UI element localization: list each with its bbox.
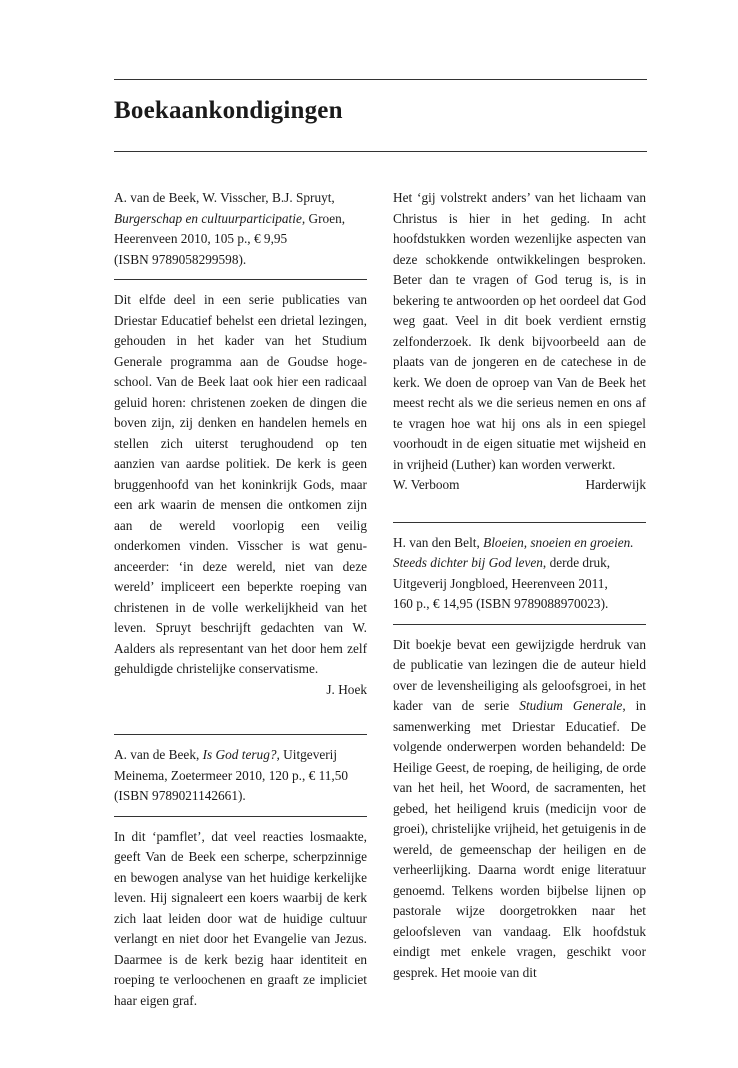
review-2-signature: [393, 475, 646, 496]
review-1-publisher: Groen,: [308, 210, 346, 226]
review-2-isbn: (ISBN 9789021142661).: [114, 788, 246, 803]
review-3-bib-line-1: [393, 533, 646, 574]
review-3-top-divider: [393, 522, 646, 523]
left-column: [114, 188, 367, 1011]
review-3-body: Dit boekje bevat een gewijzigde herdruk van de publicatie van lezingen die de auteur hield over de levensheiliging als geloofsgroei, in het kader van de serie Studium Generale, in samenwerking met Driestar Educatief. De volgende onderwerpen worden behandeld: De Heilige Geest, de roeping, de heiliging, de orde van het heil, het Woord, de sacramenten, het gebed, het heiligend kruis (medicijn voor de groei), christelijke vrijheid, het getuigenis in de wereld, de gemeenschap der heiligen en de verheerlijking. Daarna wordt enige literatuur genoemd. Telkens worden bijbelse lijnen op pastorale wijze doorgetrokken naar het geloofsleven van vandaag. Elk hoofdstuk eindigt met enkele vragen, geschikt voor gesprek. Het mooie van dit: [393, 636, 646, 980]
review-2-authors: A. van de Beek,: [114, 747, 200, 762]
review-3-book-title: Bloeien, snoeien en groeien. Steeds dichter bij God leven: [393, 534, 634, 570]
review-1-bib-line-1: [114, 188, 367, 209]
review-2-bib-line-2: Meinema, Zoetermeer 2010, 120 p., € 11,50: [114, 767, 348, 783]
review-3-bib-line-3: 160 p., € 14,95 (ISBN 9789088970023).: [393, 596, 609, 611]
right-column: [393, 188, 646, 983]
review-2-top-divider: [114, 734, 367, 735]
review-2-bib-line-1: [114, 745, 367, 766]
review-1-bibliography: [114, 188, 367, 270]
review-3-bib-line-2: Uitgeverij Jongbloed, Heerenveen 2011,: [393, 575, 608, 591]
review-1-authors: A. van de Beek, W. Visscher, B.J. Spruyt,: [114, 190, 335, 205]
review-2-reviewer-place: Harderwijk: [585, 477, 646, 492]
review-2-reviewer: W. Verboom: [393, 477, 460, 492]
review-1-divider: [114, 279, 367, 280]
review-2-bibliography: [114, 745, 367, 807]
review-2-body-continuation: Het ‘gij volstrekt anders’ van het lichaam van Christus is hier in het geding. In acht hoofdstukken worden wezenlijke aspecten van deze schokkende ontwikkelingen besproken. Beter dan te vragen of God terug is, is in bekering te antwoorden op het oordeel dat God weg gaat. Veel in dit boek verdient ernstig zelfonderzoek. Ik denk bijvoorbeeld aan de plaats van de jongeren en de catechese in de kerk. We doen de oproep van Van de Beek het meest recht als we die serieus nemen en ons af te vragen hoe wat hij ons als in een spiegel voorhoudt in de eigen situatie met wijsheid en in vrijheid (Luther) kan worden verwerkt.: [393, 190, 646, 472]
review-1-isbn: (ISBN 9789058299598).: [114, 251, 247, 267]
review-1-bib-line-3: Heerenveen 2010, 105 p., € 9,95: [114, 231, 288, 246]
review-2-publisher: Uitgeverij: [283, 747, 338, 762]
review-3-edition: , derde druk,: [542, 555, 611, 570]
title-rule: [114, 151, 647, 152]
review-3-authors: H. van den Belt,: [393, 534, 480, 550]
review-1-body: Dit elfde deel in een serie publicaties van Driestar Educatief behelst een drietal lezingen, gehouden in het kader van het Studium Generale programma aan de Goudse hogeschool. Van de Beek laat ook hier een radicaal geluid horen: christenen zoeken de dingen die boven zijn, zij denken en handelen hemels en stellen zich uiterst terughoudend op ten aanzien van aardse politiek. De kerk is geen bruggenhoofd van het koninkrijk Gods, maar een ark waarin de mensen die ontkomen zijn aan de wereld voorlopig een veilig onderkomen vinden. Visscher is wat genuanceerder: ‘in deze wereld, niet van deze wereld’ impliceert een beperkte roeping van christenen in de volle werkelijkheid van het leven. Spruyt beschrijft gedachten van W. Aalders als representant van het door hem zelf gehuldigde christelijke conservatisme.: [114, 292, 367, 676]
review-1-bib-line-2: [114, 209, 367, 230]
review-3-divider: [393, 624, 646, 625]
top-rule: [114, 79, 647, 80]
review-3-bibliography: [393, 533, 646, 615]
review-2-divider: [114, 816, 367, 817]
review-2-body: In dit ‘pamflet’, dat veel reacties losmaakte, geeft Van de Beek een scherpe, scherpzinnige en bewogen analyse van het huidige kerkelijke leven. Hij signaleert een koers waarbij de kerk zich laat leiden door wat de huidige cultuur verlangt en niet door het Evangelie van Jezus. Daarmee is de kerk bezig haar identiteit en roeping te verloochenen en graaft ze impliciet haar eigen graf.: [114, 828, 367, 1008]
review-3-series-name: Studium Generale: [519, 698, 623, 713]
review-1-reviewer: J. Hoek: [326, 681, 367, 697]
page-title: Boekaankondigingen: [114, 97, 343, 124]
review-2-book-title: Is God terug?,: [202, 747, 280, 762]
review-1-book-title: Burgerschap en cultuurparticipatie,: [114, 210, 306, 226]
